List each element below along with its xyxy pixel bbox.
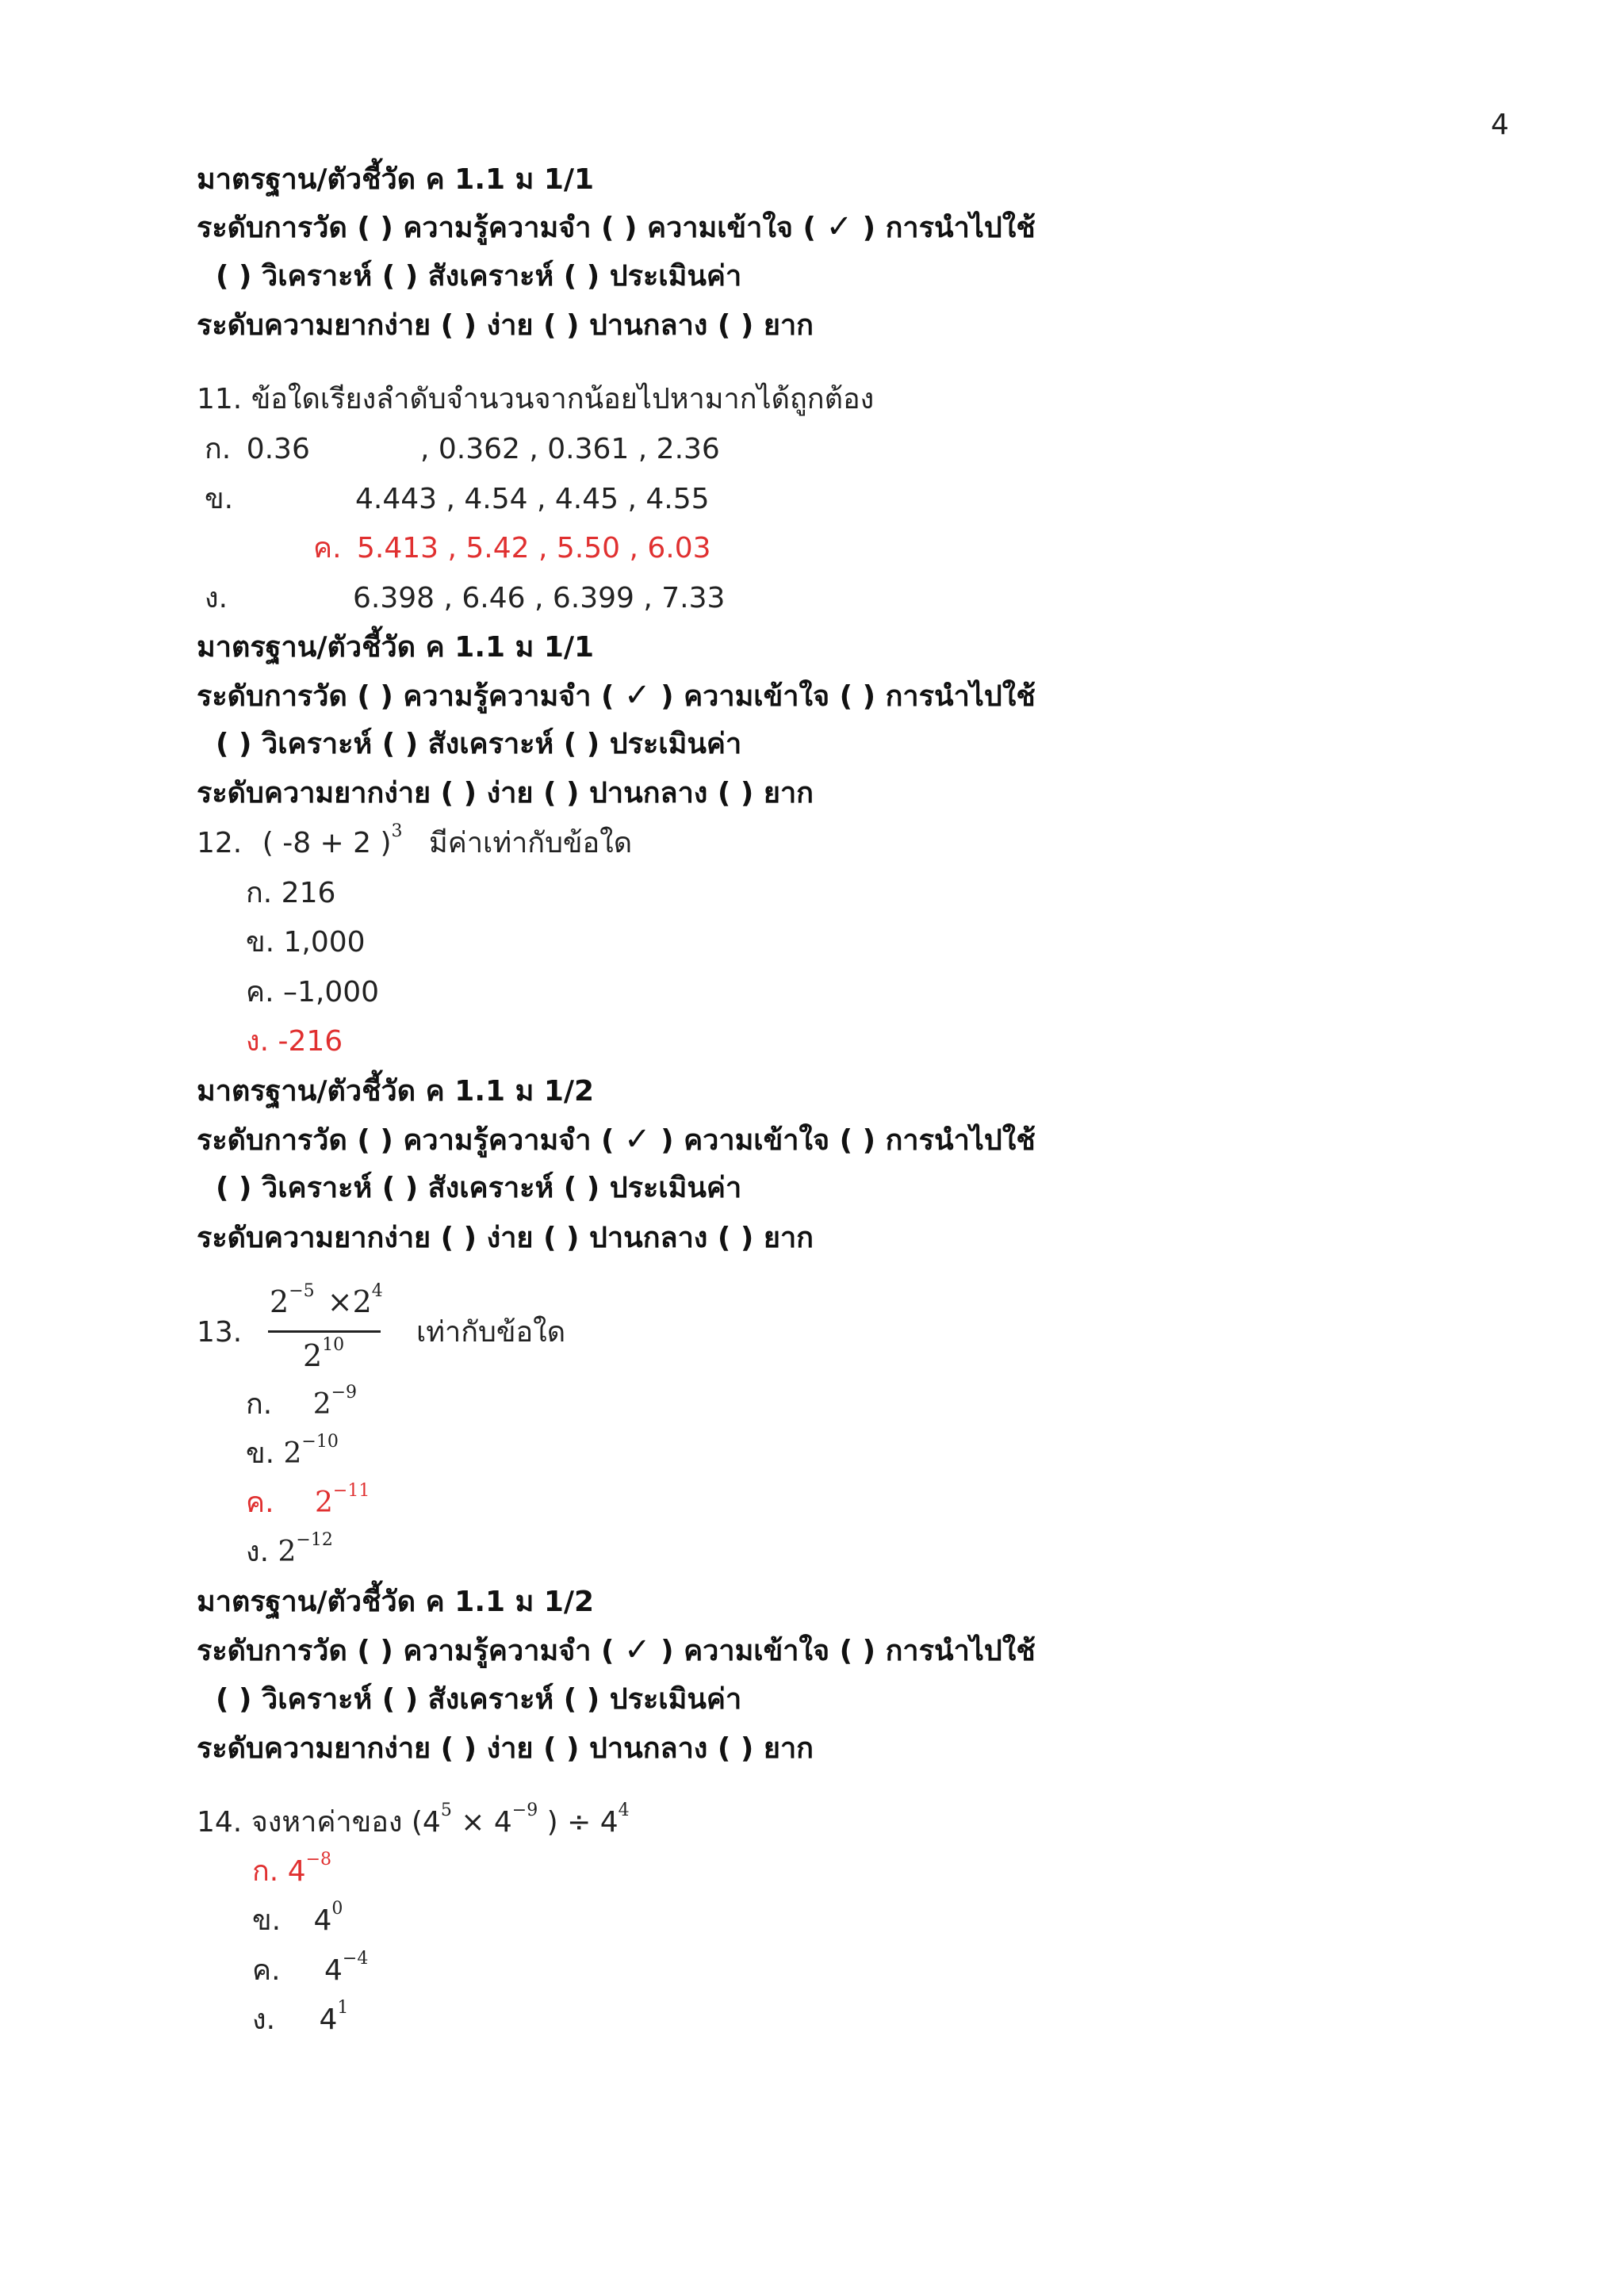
q14-option-a-correct: ก. $4^{-8}$ [252,1850,332,1888]
standard-indicator: มาตรฐาน/ตัวชี้วัด ค 1.1 ม 1/2 [197,1075,595,1108]
difficulty-level: ระดับความยากง่าย ( ) ง่าย ( ) ปานกลาง ( ) ยาก [197,777,814,809]
page-number: 4 [1491,109,1509,141]
measurement-level: ระดับการวัด ( ) ความรู้ความจำ ( ) ความเข้าใจ ( ✓ ) การนำไปใช้ [197,209,1036,245]
measurement-level-2: ( ) วิเคราะห์ ( ) สังเคราะห์ ( ) ประเมินค่า [216,1172,742,1204]
measurement-level: ระดับการวัด ( ) ความรู้ความจำ ( ✓ ) ความเข้าใจ ( ) การนำไปใช้ [197,1632,1036,1668]
measurement-level-2: ( ) วิเคราะห์ ( ) สังเคราะห์ ( ) ประเมินค่า [216,260,742,293]
q12-option-b: ข. 1,000 [246,926,366,959]
q12-option-a: ก. 216 [246,877,336,909]
check-mark-icon: ✓ [624,1121,651,1158]
q14-option-b: ข. $4^0$ [252,1899,343,1937]
q14-option-c: ค. $4^{-4}$ [252,1949,369,1987]
measurement-level: ระดับการวัด ( ) ความรู้ความจำ ( ✓ ) ความเข้าใจ ( ) การนำไปใช้ [197,677,1036,714]
q13-denominator: $2^{10}$ [303,1335,345,1373]
check-mark-icon: ✓ [624,1632,651,1668]
difficulty-level: ระดับความยากง่าย ( ) ง่าย ( ) ปานกลาง ( ) ยาก [197,1732,814,1765]
measurement-level-2: ( ) วิเคราะห์ ( ) สังเคราะห์ ( ) ประเมินค่า [216,728,742,760]
measurement-level: ระดับการวัด ( ) ความรู้ความจำ ( ✓ ) ความเข้าใจ ( ) การนำไปใช้ [197,1121,1036,1158]
q13-numerator: $2^{-5} \times 2^4$ [270,1281,383,1319]
q11-option-d: 6.398 , 6.46 , 6.399 , 7.33 [353,582,726,614]
q11-option-a: ก. 0.36 [205,433,310,465]
q11-option-b-label: ข. [205,483,234,515]
q12-option-c: ค. –1,000 [246,976,380,1008]
difficulty-level: ระดับความยากง่าย ( ) ง่าย ( ) ปานกลาง ( ) ยาก [197,309,814,342]
measurement-level-2: ( ) วิเคราะห์ ( ) สังเคราะห์ ( ) ประเมินค่า [216,1683,742,1716]
q11-option-b: 4.443 , 4.54 , 4.45 , 4.55 [355,483,710,515]
question-12: 12. ( -8 + 2 )$^3$ มีค่าเท่ากับข้อใด [197,821,633,859]
difficulty-level: ระดับความยากง่าย ( ) ง่าย ( ) ปานกลาง ( ) ยาก [197,1222,814,1254]
q14-option-d: ง. $4^1$ [252,1998,349,2036]
check-mark-icon: ✓ [825,209,853,245]
q13-tail: เท่ากับข้อใด [416,1316,566,1349]
q13-option-c-correct: ค. $2^{-11}$ [246,1481,370,1519]
q11-option-a-cont: , 0.362 , 0.361 , 2.36 [420,433,720,465]
question-14: 14. จงหาค่าของ ($4^5 \times 4^{-9}$ ) ÷ $4^4$ [197,1800,630,1839]
standard-indicator: มาตรฐาน/ตัวชี้วัด ค 1.1 ม 1/1 [197,631,595,664]
standard-indicator: มาตรฐาน/ตัวชี้วัด ค 1.1 ม 1/2 [197,1586,595,1618]
q13-option-b: ข. $2^{-10}$ [246,1432,339,1470]
check-mark-icon: ✓ [624,677,651,714]
q13-fraction [268,1283,381,1378]
q11-option-d-label: ง. [205,582,228,614]
q11-option-c-correct: ค. 5.413 , 5.42 , 5.50 , 6.03 [313,532,711,564]
q13-option-a: ก. $2^{-9}$ [246,1383,358,1421]
question-11: 11. ข้อใดเรียงลำดับจำนวนจากน้อยไปหามากได้ถูกต้อง [197,383,875,415]
question-13-number: 13. [197,1316,243,1349]
q13-option-d: ง. $2^{-12}$ [246,1530,333,1568]
standard-indicator: มาตรฐาน/ตัวชี้วัด ค 1.1 ม 1/1 [197,163,595,196]
fraction-bar [268,1330,381,1333]
q12-option-d-correct: ง. -216 [246,1025,343,1058]
